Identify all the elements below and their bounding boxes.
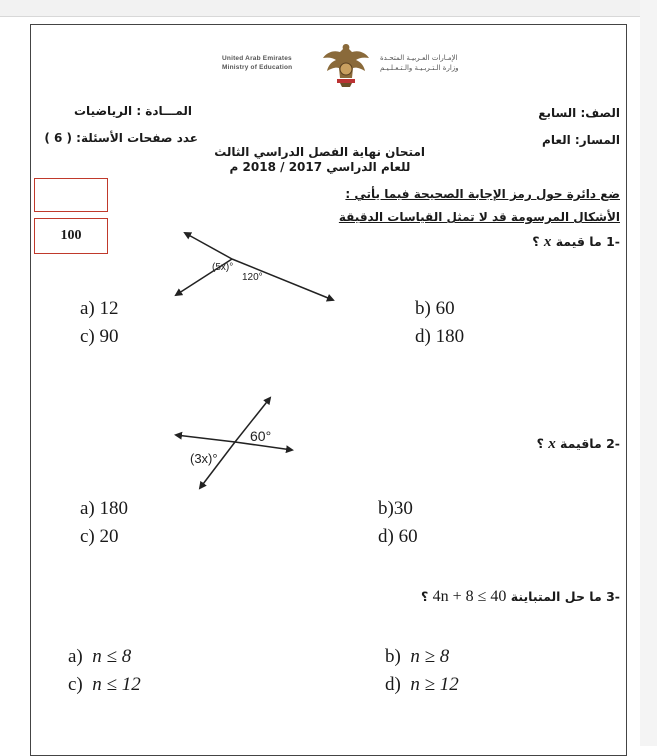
page-edge-right [640, 0, 657, 746]
q3-option-c-value: n ≤ 12 [92, 674, 141, 695]
q2-option-c-value: 20 [99, 526, 119, 547]
exam-title: امتحان نهاية الفصل الدراسي الثالث [214, 145, 425, 159]
question-2-prefix: ماقيمة [560, 436, 602, 451]
q3-option-d-value: n ≥ 12 [410, 674, 459, 695]
subject-label: المـــادة : الرياضيات [74, 104, 193, 118]
question-3-prefix: ما حل المتباينة [510, 589, 602, 604]
q3-option-c[interactable] [68, 674, 141, 696]
question-2-number: -2 [606, 436, 620, 451]
q2-option-c-label: c) [80, 526, 95, 547]
q1-option-a-label: a) [80, 298, 95, 319]
q1-option-c-label: c) [80, 326, 95, 347]
country-name-en: United Arab Emirates [222, 55, 292, 62]
question-1-text [440, 234, 620, 251]
q1-label-120: 120° [242, 272, 263, 283]
q1-option-b-label: b) [415, 298, 431, 319]
track-label: المسار: العام [542, 133, 620, 147]
q3-option-b-label: b) [385, 646, 401, 667]
q2-option-a[interactable] [80, 498, 128, 520]
grade-label: الصف: السابع [538, 106, 620, 120]
q2-option-d[interactable] [378, 526, 418, 548]
q3-option-b-value: n ≥ 8 [410, 646, 450, 667]
q1-option-b[interactable] [415, 298, 455, 320]
page-edge-top [0, 0, 657, 17]
q3-option-a[interactable] [68, 646, 131, 668]
q3-option-a-label: a) [68, 646, 83, 667]
q2-option-b[interactable] [378, 498, 413, 520]
q2-label-3x: (3x)° [190, 451, 218, 466]
country-name-ar: الإمـارات العـربيـة المتحـدة [380, 54, 458, 62]
q1-option-c[interactable] [80, 326, 119, 348]
q2-label-60: 60° [250, 428, 272, 444]
q1-label-5x: (5x)° [212, 262, 234, 273]
q2-option-b-label: b) [378, 498, 394, 519]
q1-option-d-label: d) [415, 326, 431, 347]
academic-year: للعام الدراسي 2017 / 2018 م [229, 160, 411, 174]
question-2-suffix: ؟ [536, 436, 544, 451]
ministry-name-en: Ministry of Education [222, 64, 293, 71]
q2-option-b-value: 30 [393, 498, 413, 519]
q1-option-a[interactable] [80, 298, 119, 320]
question-1-angle-figure [170, 225, 340, 305]
ministry-name-ar: وزارة الـتـربـيـة والـتـعـلـيـم [380, 64, 459, 72]
total-score-box [34, 218, 108, 254]
instruction-line1: ضع دائرة حول رمز الإجابة الصحيحة فيما يأتي : [345, 187, 620, 201]
question-1-prefix: ما قيمة [555, 234, 602, 249]
question-2-text [440, 436, 620, 453]
question-1-number: -1 [606, 234, 620, 249]
q1-option-b-value: 60 [435, 298, 455, 319]
q3-option-c-label: c) [68, 674, 83, 695]
q3-option-a-value: n ≤ 8 [92, 646, 132, 667]
q2-ray-left [176, 435, 235, 442]
q1-option-a-value: 12 [99, 298, 119, 319]
question-3-number: -3 [606, 589, 620, 604]
question-2-angle-figure [170, 392, 300, 492]
total-score: 100 [60, 228, 82, 243]
q2-option-c[interactable] [80, 526, 119, 548]
q2-option-d-value: 60 [398, 526, 418, 547]
q3-option-d[interactable] [385, 674, 459, 696]
q2-option-a-label: a) [80, 498, 95, 519]
q2-option-d-label: d) [378, 526, 394, 547]
question-3-expression: 4n + 8 ≤ 40 [432, 588, 507, 605]
q3-option-d-label: d) [385, 674, 401, 695]
q3-option-b[interactable] [385, 646, 449, 668]
student-score-box [34, 178, 108, 212]
question-1-suffix: ؟ [532, 234, 540, 249]
question-3-suffix: ؟ [421, 589, 429, 604]
question-2-variable: x [548, 436, 556, 452]
question-pages-count: عدد صفحات الأسئلة: ( 6 ) [44, 131, 198, 145]
question-3-text [380, 588, 620, 606]
q1-option-c-value: 90 [99, 326, 119, 347]
q1-ray-upper-left [185, 233, 232, 259]
q2-option-a-value: 180 [99, 498, 129, 519]
instruction-line2: الأشكال المرسومة قد لا تمثل القياسات الدقيقة [338, 210, 620, 224]
q1-option-d[interactable] [415, 326, 464, 348]
q1-option-d-value: 180 [435, 326, 465, 347]
uae-falcon-emblem-icon [320, 40, 372, 90]
question-1-variable: x [543, 234, 552, 250]
